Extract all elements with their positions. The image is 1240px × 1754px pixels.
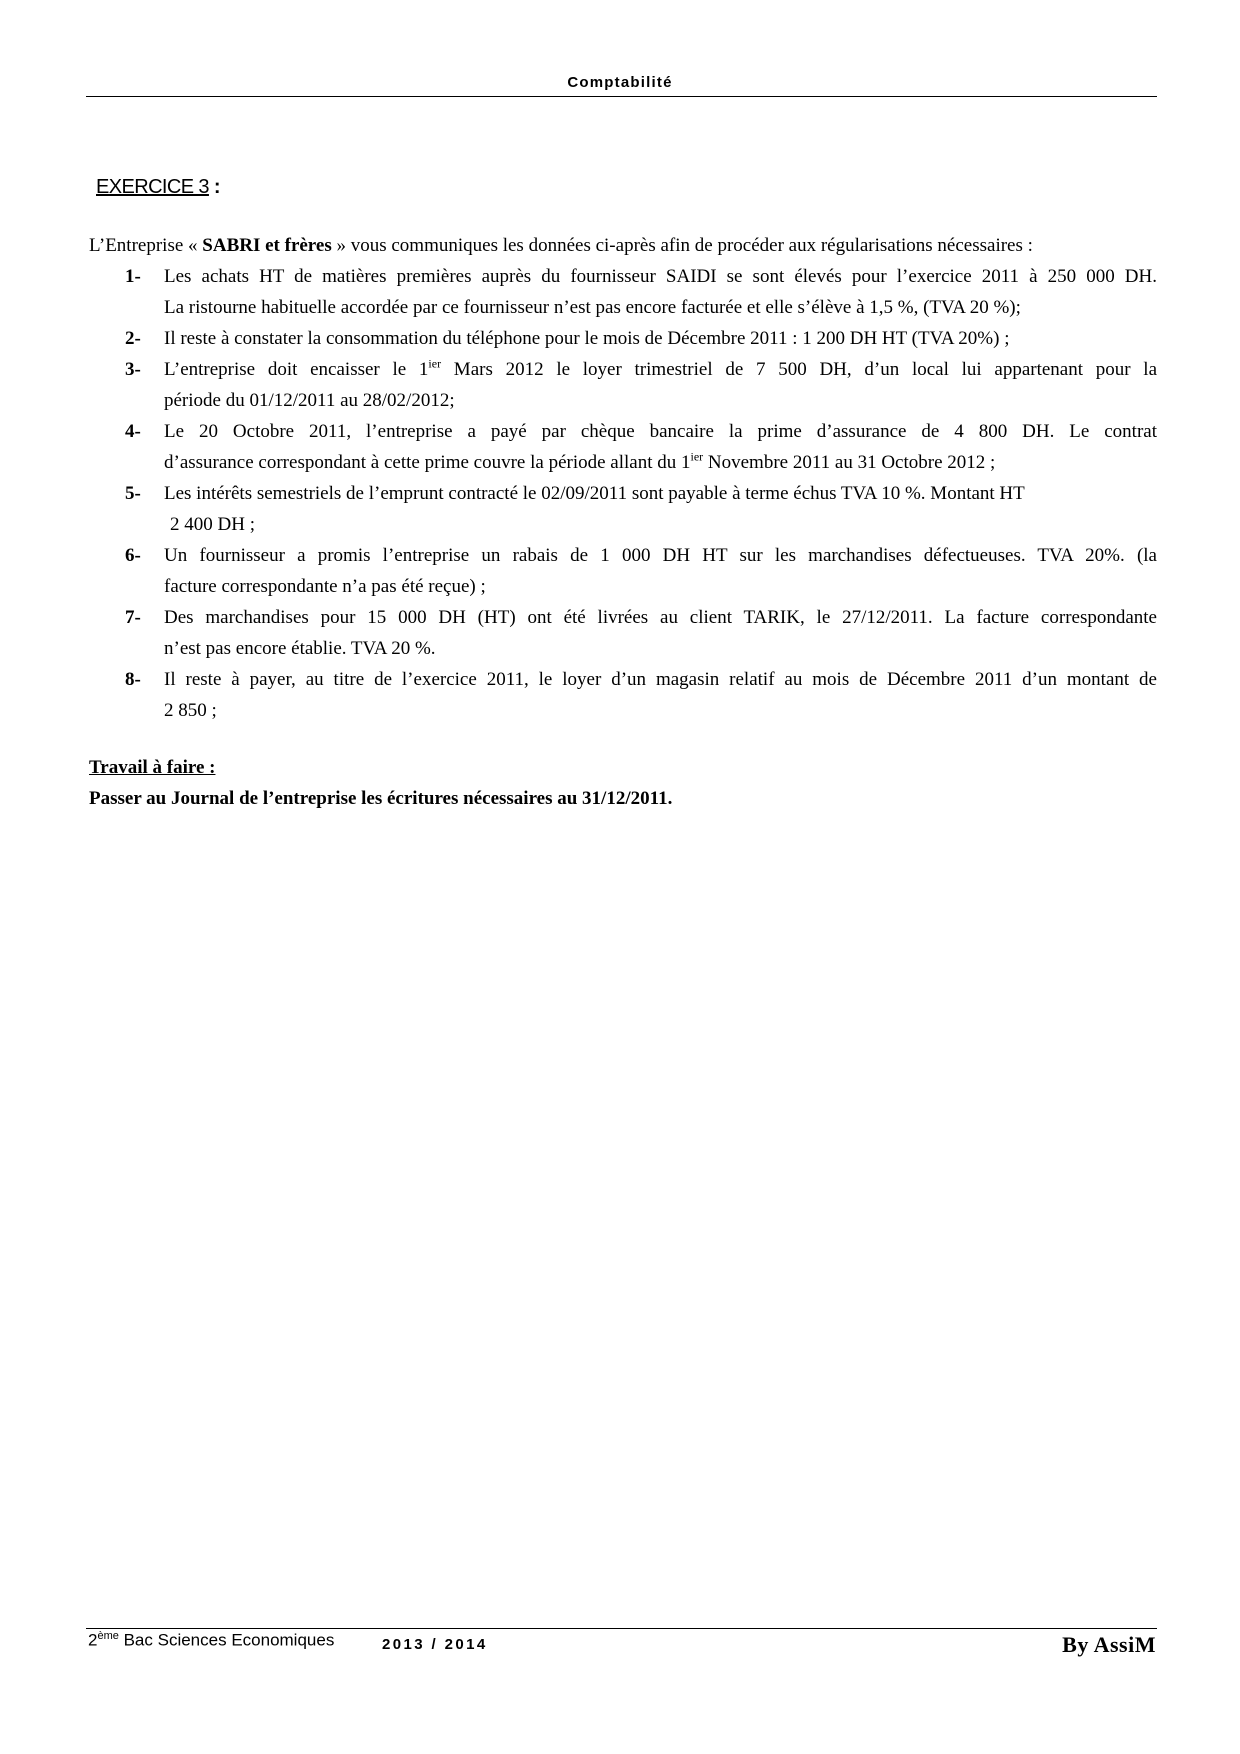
exercise-title bbox=[96, 176, 220, 199]
item-line bbox=[164, 354, 1157, 385]
item-number: 1- bbox=[125, 266, 141, 287]
page-header-title: Comptabilité bbox=[567, 74, 673, 91]
list-item bbox=[89, 261, 1157, 323]
list-item bbox=[89, 664, 1157, 726]
exercise-title-colon: : bbox=[208, 176, 220, 198]
item-line: période du 01/12/2011 au 28/02/2012; bbox=[164, 390, 455, 411]
item-line: Les intérêts semestriels de l’emprunt contracté le 02/09/2011 sont payable à terme échus TVA 10 %. Montant HT bbox=[164, 483, 1025, 504]
item-number: 2- bbox=[125, 328, 141, 349]
item-line: Un fournisseur a promis l’entreprise un rabais de 1 000 DH HT sur les marchandises défectueuses. TVA 20%. (la bbox=[164, 545, 1157, 566]
footer-author: By AssiM bbox=[1062, 1632, 1156, 1657]
item-number: 8- bbox=[125, 669, 141, 690]
list-item bbox=[89, 416, 1157, 478]
regularisation-list bbox=[89, 261, 1157, 726]
intro-after: » vous communiques les données ci-après afin de procéder aux régularisations nécessaires : bbox=[331, 235, 1033, 256]
item-text: L’entreprise doit encaisser le 1 bbox=[164, 359, 429, 380]
task-label: Travail à faire : bbox=[89, 757, 216, 778]
item-text: d’assurance correspondant à cette prime couvre la période allant du 1 bbox=[164, 452, 691, 473]
item-number: 3- bbox=[125, 359, 141, 380]
item-line: La ristourne habituelle accordée par ce fournisseur n’est pas encore facturée et elle s’élève à 1,5 %, (TVA 20 %); bbox=[164, 297, 1021, 318]
item-line: 2 850 ; bbox=[164, 700, 217, 721]
item-line: 2 400 DH ; bbox=[170, 514, 255, 535]
item-line: Des marchandises pour 15 000 DH (HT) ont été livrées au client TARIK, le 27/12/2011. La facture correspondante bbox=[164, 607, 1157, 628]
superscript: ier bbox=[428, 356, 442, 371]
task-instruction: Passer au Journal de l’entreprise les écritures nécessaires au 31/12/2011. bbox=[89, 788, 673, 809]
header-divider bbox=[86, 96, 1157, 97]
list-item bbox=[89, 478, 1157, 540]
item-text: Novembre 2011 au 31 Octobre 2012 ; bbox=[703, 452, 996, 473]
item-line: Les achats HT de matières premières auprès du fournisseur SAIDI se sont élevés pour l’exercice 2011 à 250 000 DH. bbox=[164, 266, 1157, 287]
item-line: Il reste à constater la consommation du téléphone pour le mois de Décembre 2011 : 1 200 DH HT (TVA 20%) ; bbox=[164, 328, 1010, 349]
list-item bbox=[89, 323, 1157, 354]
item-line bbox=[164, 447, 1157, 478]
company-name: SABRI et frères bbox=[202, 235, 332, 256]
footer-divider bbox=[86, 1628, 1157, 1629]
item-number: 5- bbox=[125, 483, 141, 504]
item-line: facture correspondante n’a pas été reçue) ; bbox=[164, 576, 486, 597]
footer-year: 2013 / 2014 bbox=[382, 1636, 488, 1653]
item-line: n’est pas encore établie. TVA 20 %. bbox=[164, 638, 436, 659]
item-number: 4- bbox=[125, 421, 141, 442]
intro-paragraph bbox=[89, 230, 1159, 261]
exercise-title-text: EXERCICE 3 bbox=[96, 176, 209, 198]
list-item bbox=[89, 602, 1157, 664]
list-item bbox=[89, 354, 1157, 416]
footer-level bbox=[88, 1630, 334, 1651]
list-item bbox=[89, 540, 1157, 602]
item-line: Le 20 Octobre 2011, l’entreprise a payé par chèque bancaire la prime d’assurance de 4 800 DH. Le contrat bbox=[164, 421, 1157, 442]
item-number: 6- bbox=[125, 545, 141, 566]
item-line: Il reste à payer, au titre de l’exercice 2011, le loyer d’un magasin relatif au mois de Décembre 2011 d’un montant de bbox=[164, 669, 1157, 690]
superscript: ier bbox=[690, 449, 704, 464]
item-number: 7- bbox=[125, 607, 141, 628]
item-text: Mars 2012 le loyer trimestriel de 7 500 DH, d’un local lui appartenant pour la bbox=[441, 359, 1157, 380]
footer-level-number: 2 bbox=[88, 1630, 98, 1650]
intro-before: L’Entreprise « bbox=[89, 235, 203, 256]
footer-level-sup: ème bbox=[97, 1630, 119, 1642]
footer-level-text: Bac Sciences Economiques bbox=[118, 1630, 335, 1650]
